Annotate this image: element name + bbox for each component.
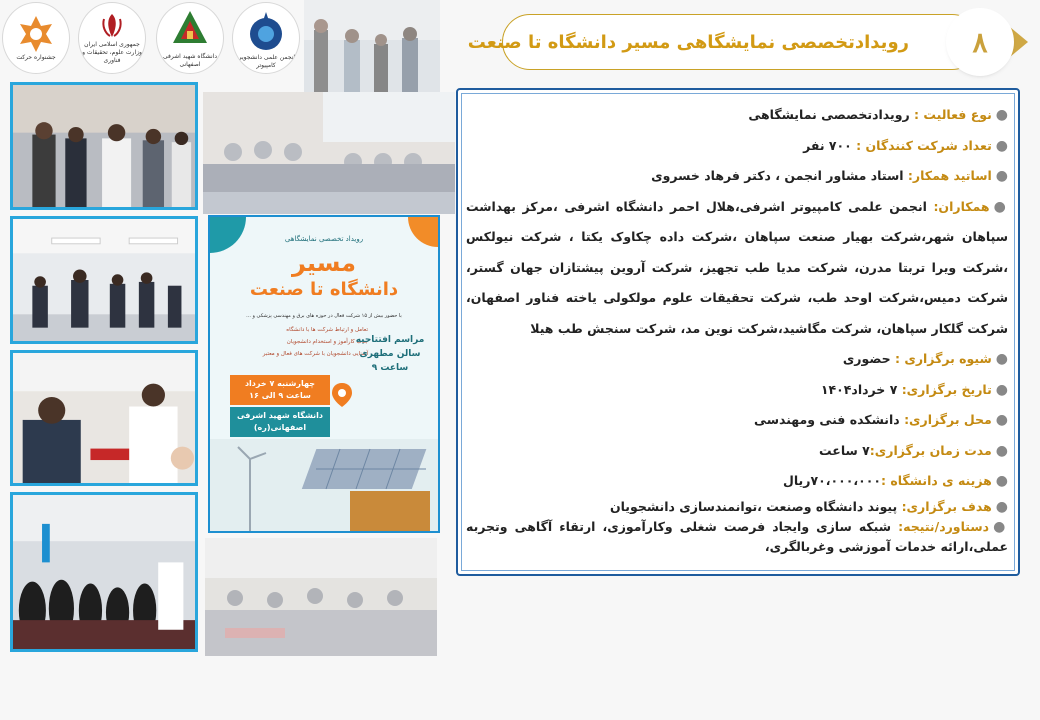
poster-illustration: [210, 439, 438, 531]
info-duration: ●مدت زمان برگزاری:۷ ساعت: [819, 442, 1008, 459]
info-cost: ●هزینه ی دانشگاه :۷۰،۰۰۰،۰۰۰ریال: [783, 473, 1008, 489]
bullet-icon: ●: [993, 198, 1008, 215]
info-goal: ●هدف برگزاری: پیوند دانشگاه وصنعت ،توانمندسازی دانشجویان: [609, 498, 1008, 515]
event-photo-4: [10, 492, 198, 652]
section-number: ۸: [950, 12, 1010, 72]
bullet-icon: ●: [995, 168, 1008, 184]
poster-bullet: جذب کارآموز و استخدام دانشجویان: [286, 339, 368, 345]
festival-logo-caption: جشنواره حرکت: [16, 54, 56, 61]
poster-subtitle: رویداد تخصصی نمایشگاهی: [284, 235, 364, 243]
bullet-icon: ●: [995, 498, 1008, 515]
bullet-icon: ●: [995, 137, 1008, 154]
poster-title-line1: مسیر: [291, 249, 356, 277]
ministry-logo: [78, 2, 146, 74]
exhibition-hall-photo: [205, 538, 437, 656]
anjoman-logo-caption: انجمن علمی دانشجویی کامپیوتر: [236, 54, 296, 69]
bullet-icon: ●: [995, 351, 1008, 367]
iran-emblem-icon: [97, 11, 127, 41]
info-activity-type: ●نوع فعالیت : رویدادتخصصی نمایشگاهی: [748, 107, 1008, 123]
info-collaborators: ●همکاران: انجمن علمی کامپیوتر اشرفی،هلال احمر دانشگاه اشرفی ،مرکز بهداشت سپاهان شهر،شرکت بهیار صنعت سپاهان ،شرکت داده چکاوک یکتا ، شرکت نیولکس ،شرکت ویرا تربتا مدرن، شرکت مدیا طب تجهیز، شرکت آروین پیشتازان جهان گستر، شرکت دمیس،شرکت اوحد طب، شرکت تحقیقات علوم مولکولی یاخته فناور اصفهان، شرکت گلکار سپاهان، شرکت مگاشید،شرکت نوین مد، شرکت سنجش طب هیلا: [466, 198, 1008, 336]
info-outcome: ●دستاورد/نتیجه: شبکه سازی وایجاد فرصت شغلی وکارآموزی، ارتقاء آگاهی وتجربه عملی،ارائه خدمات آموزشی وغربالگری،: [466, 518, 1008, 554]
festival-logo: [2, 2, 70, 74]
poster-date-box: چهارشنبه ۷ خرداد ساعت ۹ الی ۱۶: [230, 375, 330, 405]
info-participants: ●تعداد شرکت کنندگان : ۷۰۰ نفر: [803, 137, 1008, 154]
university-logo-caption: دانشگاه شهید اشرفی اصفهانی: [162, 53, 218, 68]
poster-opening: مراسم افتتاحیه سالن مطهری ساعت ۹: [355, 335, 425, 373]
bullet-icon: ●: [995, 381, 1008, 398]
poster-bullet: آشنایی دانشجویان با شرکت های فعال و معتبر: [262, 351, 368, 357]
festival-emblem-icon: [16, 14, 56, 54]
info-venue: ●محل برگزاری: دانشکده فنی ومهندسی: [754, 412, 1008, 428]
anjoman-emblem-icon: [242, 6, 290, 54]
bullet-icon: ●: [995, 442, 1008, 459]
poster-title-line2: دانشگاه تا صنعت: [249, 279, 399, 300]
bullet-icon: ●: [995, 107, 1008, 123]
activity-info-box: [456, 88, 1020, 576]
info-date: ●تاریخ برگزاری: ۷ خرداد۱۴۰۴: [820, 381, 1008, 398]
seminar-audience-photo: [203, 92, 455, 214]
university-logo: [156, 2, 224, 74]
university-emblem-icon: [167, 7, 213, 53]
bullet-icon: ●: [993, 518, 1008, 535]
page-title: رویدادتخصصی نمایشگاهی مسیر دانشگاه تا صنعت: [467, 32, 909, 53]
info-professors: ●اساتید همکار: استاد مشاور انجمن ، دکتر فرهاد خسروی: [651, 168, 1008, 184]
activity-info-list: [466, 100, 1008, 557]
info-method: ●شیوه برگزاری : حضوری: [842, 351, 1008, 367]
bullet-icon: ●: [995, 412, 1008, 428]
ministry-logo-caption: جمهوری اسلامی ایران وزارت علوم، تحقیقات و فناوری: [82, 41, 142, 64]
section-title-bar: [467, 14, 980, 70]
anjoman-logo: [232, 2, 300, 74]
bullet-icon: ●: [995, 473, 1008, 489]
poster-bullet: تعامل و ارتباط شرکت ها با دانشگاه: [286, 327, 368, 333]
event-poster: [208, 215, 440, 533]
poster-intro: با حضور بیش از ۱۵ شرکت فعال در حوزه های برق و مهندسی پزشکی و ...: [246, 313, 402, 319]
event-photo-1: [10, 82, 198, 210]
top-crowd-photo: [304, 0, 440, 92]
event-photo-2: [10, 216, 198, 344]
location-pin-icon: [332, 383, 352, 407]
event-photo-3: [10, 350, 198, 486]
poster-venue-box: دانشگاه شهید اشرفی اصفهانی(ره): [230, 407, 330, 437]
